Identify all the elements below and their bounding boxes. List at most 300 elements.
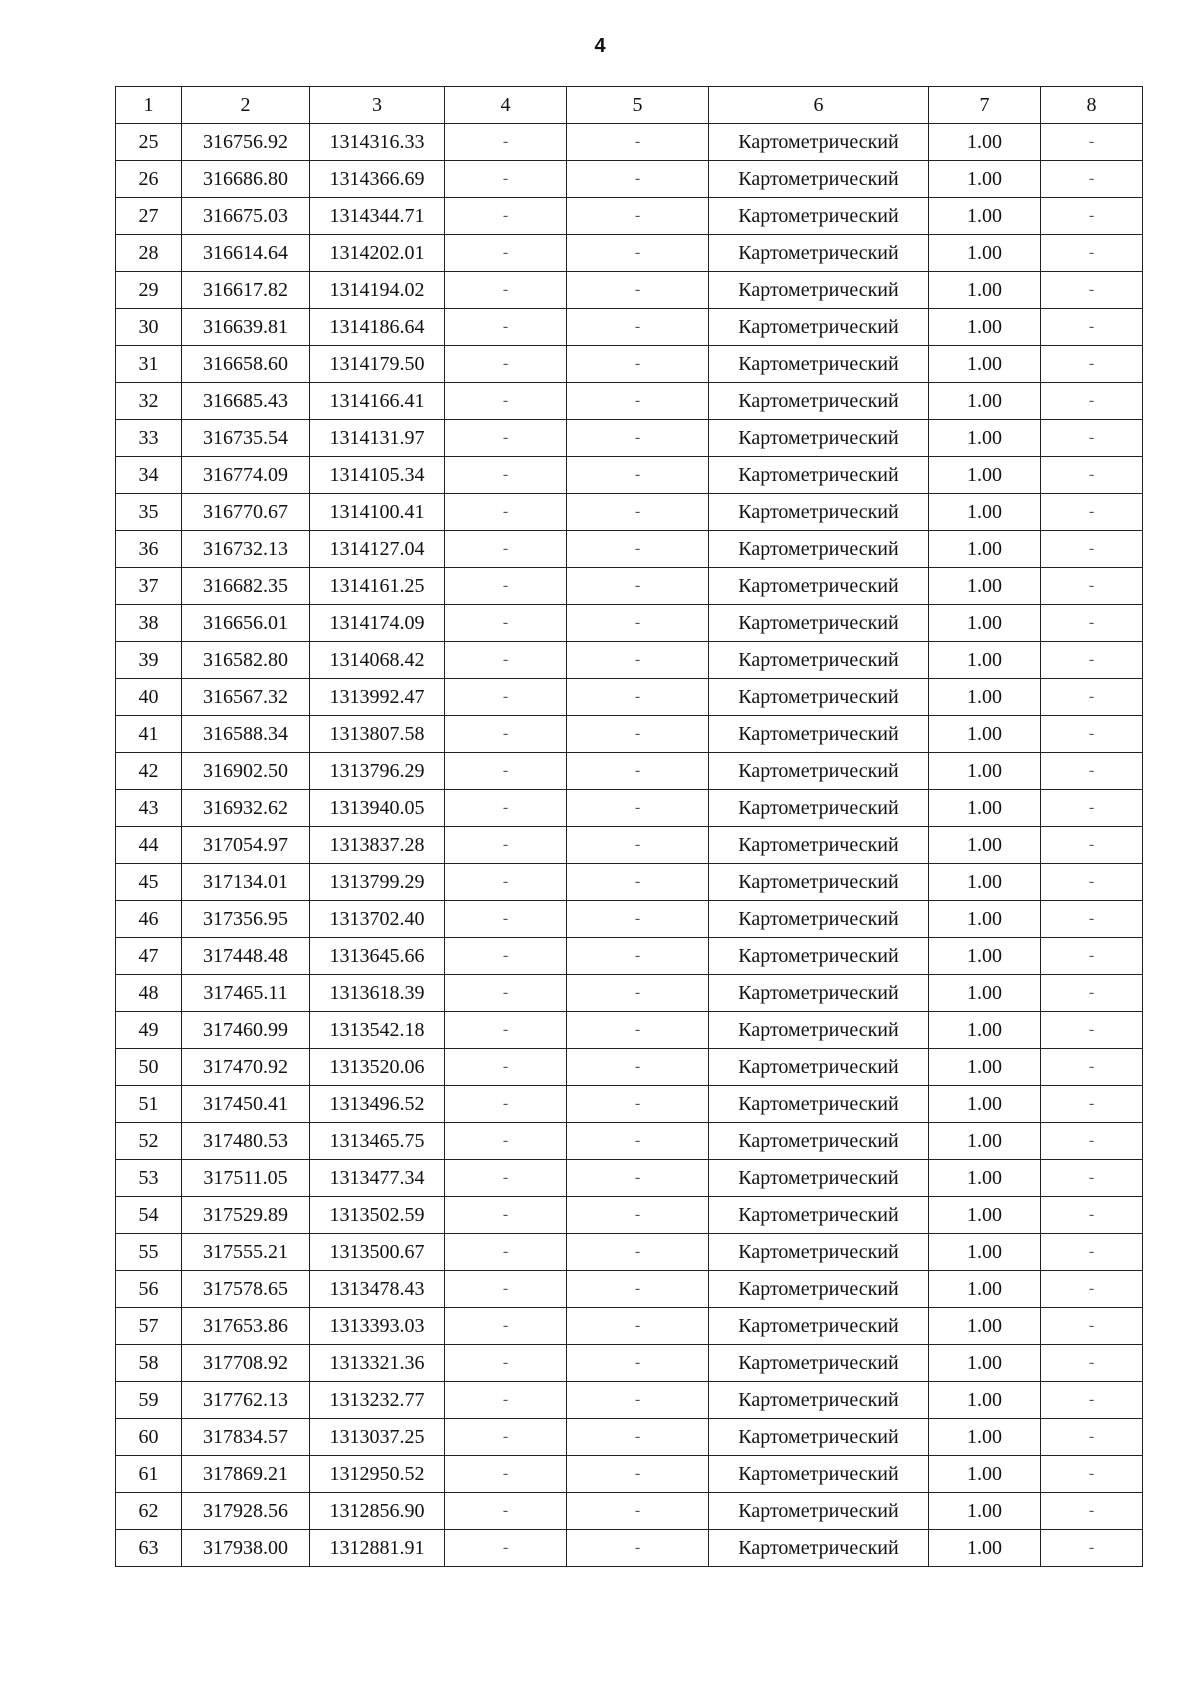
cell-col-4: - — [445, 901, 567, 938]
cell-x-coordinate: 316614.64 — [182, 235, 310, 272]
cell-y-coordinate: 1313502.59 — [310, 1197, 445, 1234]
cell-col-5: - — [567, 235, 709, 272]
column-header-4: 4 — [445, 87, 567, 124]
cell-col-4: - — [445, 1160, 567, 1197]
table-row — [116, 1382, 1143, 1419]
cell-y-coordinate: 1314179.50 — [310, 346, 445, 383]
cell-col-4: - — [445, 383, 567, 420]
cell-point-number: 42 — [116, 753, 182, 790]
cell-point-number: 48 — [116, 975, 182, 1012]
cell-accuracy: 1.00 — [929, 1271, 1041, 1308]
cell-y-coordinate: 1313500.67 — [310, 1234, 445, 1271]
cell-y-coordinate: 1314194.02 — [310, 272, 445, 309]
cell-x-coordinate: 316902.50 — [182, 753, 310, 790]
cell-col-8: - — [1041, 124, 1143, 161]
table-row — [116, 716, 1143, 753]
cell-method: Картометрический — [709, 975, 929, 1012]
cell-x-coordinate: 316658.60 — [182, 346, 310, 383]
cell-method: Картометрический — [709, 235, 929, 272]
cell-point-number: 54 — [116, 1197, 182, 1234]
cell-col-8: - — [1041, 568, 1143, 605]
cell-col-4: - — [445, 198, 567, 235]
cell-accuracy: 1.00 — [929, 1530, 1041, 1567]
cell-col-5: - — [567, 161, 709, 198]
page-number: 4 — [594, 35, 606, 57]
table-row — [116, 531, 1143, 568]
cell-accuracy: 1.00 — [929, 383, 1041, 420]
cell-method: Картометрический — [709, 420, 929, 457]
cell-point-number: 27 — [116, 198, 182, 235]
cell-y-coordinate: 1314174.09 — [310, 605, 445, 642]
cell-y-coordinate: 1312950.52 — [310, 1456, 445, 1493]
cell-col-8: - — [1041, 1456, 1143, 1493]
cell-accuracy: 1.00 — [929, 1197, 1041, 1234]
column-header-6: 6 — [709, 87, 929, 124]
cell-x-coordinate: 317448.48 — [182, 938, 310, 975]
cell-col-5: - — [567, 1382, 709, 1419]
cell-col-5: - — [567, 1086, 709, 1123]
cell-accuracy: 1.00 — [929, 716, 1041, 753]
cell-col-8: - — [1041, 531, 1143, 568]
cell-col-5: - — [567, 1530, 709, 1567]
cell-col-5: - — [567, 1234, 709, 1271]
coordinates-table — [115, 86, 1143, 1567]
table-row — [116, 420, 1143, 457]
cell-col-5: - — [567, 1049, 709, 1086]
cell-point-number: 31 — [116, 346, 182, 383]
cell-col-4: - — [445, 938, 567, 975]
cell-col-4: - — [445, 1086, 567, 1123]
cell-col-4: - — [445, 864, 567, 901]
cell-x-coordinate: 316770.67 — [182, 494, 310, 531]
cell-x-coordinate: 317762.13 — [182, 1382, 310, 1419]
cell-col-5: - — [567, 383, 709, 420]
cell-x-coordinate: 316686.80 — [182, 161, 310, 198]
cell-point-number: 30 — [116, 309, 182, 346]
cell-col-8: - — [1041, 309, 1143, 346]
cell-col-4: - — [445, 1049, 567, 1086]
cell-col-4: - — [445, 1271, 567, 1308]
cell-method: Картометрический — [709, 1419, 929, 1456]
cell-point-number: 58 — [116, 1345, 182, 1382]
cell-method: Картометрический — [709, 161, 929, 198]
cell-accuracy: 1.00 — [929, 1419, 1041, 1456]
cell-col-5: - — [567, 716, 709, 753]
cell-col-4: - — [445, 161, 567, 198]
cell-x-coordinate: 317460.99 — [182, 1012, 310, 1049]
cell-col-8: - — [1041, 346, 1143, 383]
cell-method: Картометрический — [709, 198, 929, 235]
cell-y-coordinate: 1313542.18 — [310, 1012, 445, 1049]
cell-col-8: - — [1041, 1382, 1143, 1419]
cell-col-8: - — [1041, 716, 1143, 753]
table-row — [116, 1160, 1143, 1197]
cell-col-4: - — [445, 494, 567, 531]
table-row — [116, 1197, 1143, 1234]
cell-x-coordinate: 316732.13 — [182, 531, 310, 568]
cell-col-8: - — [1041, 827, 1143, 864]
table-row — [116, 1493, 1143, 1530]
cell-accuracy: 1.00 — [929, 531, 1041, 568]
cell-method: Картометрический — [709, 1382, 929, 1419]
cell-point-number: 40 — [116, 679, 182, 716]
cell-col-5: - — [567, 679, 709, 716]
cell-method: Картометрический — [709, 1345, 929, 1382]
cell-col-8: - — [1041, 1160, 1143, 1197]
cell-x-coordinate: 317134.01 — [182, 864, 310, 901]
cell-col-8: - — [1041, 1419, 1143, 1456]
cell-accuracy: 1.00 — [929, 938, 1041, 975]
cell-col-5: - — [567, 901, 709, 938]
cell-y-coordinate: 1313496.52 — [310, 1086, 445, 1123]
cell-col-5: - — [567, 1123, 709, 1160]
cell-y-coordinate: 1313796.29 — [310, 753, 445, 790]
cell-col-8: - — [1041, 1012, 1143, 1049]
cell-x-coordinate: 317869.21 — [182, 1456, 310, 1493]
cell-method: Картометрический — [709, 568, 929, 605]
cell-col-8: - — [1041, 1493, 1143, 1530]
cell-col-4: - — [445, 1382, 567, 1419]
cell-col-4: - — [445, 1419, 567, 1456]
table-row — [116, 346, 1143, 383]
cell-col-8: - — [1041, 161, 1143, 198]
table-row — [116, 605, 1143, 642]
cell-col-4: - — [445, 975, 567, 1012]
cell-accuracy: 1.00 — [929, 1049, 1041, 1086]
cell-accuracy: 1.00 — [929, 1345, 1041, 1382]
cell-x-coordinate: 316656.01 — [182, 605, 310, 642]
cell-accuracy: 1.00 — [929, 161, 1041, 198]
cell-point-number: 49 — [116, 1012, 182, 1049]
cell-accuracy: 1.00 — [929, 1234, 1041, 1271]
cell-point-number: 63 — [116, 1530, 182, 1567]
cell-x-coordinate: 317529.89 — [182, 1197, 310, 1234]
cell-accuracy: 1.00 — [929, 198, 1041, 235]
cell-accuracy: 1.00 — [929, 1493, 1041, 1530]
cell-col-4: - — [445, 124, 567, 161]
table-row — [116, 1456, 1143, 1493]
column-header-8: 8 — [1041, 87, 1143, 124]
cell-method: Картометрический — [709, 1493, 929, 1530]
cell-col-5: - — [567, 642, 709, 679]
cell-y-coordinate: 1314186.64 — [310, 309, 445, 346]
cell-point-number: 56 — [116, 1271, 182, 1308]
cell-method: Картометрический — [709, 642, 929, 679]
cell-col-5: - — [567, 457, 709, 494]
cell-col-5: - — [567, 1345, 709, 1382]
cell-col-5: - — [567, 605, 709, 642]
cell-y-coordinate: 1312856.90 — [310, 1493, 445, 1530]
cell-method: Картометрический — [709, 1086, 929, 1123]
cell-col-4: - — [445, 1012, 567, 1049]
cell-y-coordinate: 1313393.03 — [310, 1308, 445, 1345]
cell-accuracy: 1.00 — [929, 901, 1041, 938]
cell-y-coordinate: 1313037.25 — [310, 1419, 445, 1456]
cell-x-coordinate: 316582.80 — [182, 642, 310, 679]
cell-y-coordinate: 1313992.47 — [310, 679, 445, 716]
cell-accuracy: 1.00 — [929, 494, 1041, 531]
cell-method: Картометрический — [709, 1271, 929, 1308]
cell-point-number: 39 — [116, 642, 182, 679]
cell-method: Картометрический — [709, 901, 929, 938]
cell-y-coordinate: 1314316.33 — [310, 124, 445, 161]
cell-x-coordinate: 316639.81 — [182, 309, 310, 346]
cell-col-5: - — [567, 938, 709, 975]
cell-method: Картометрический — [709, 272, 929, 309]
table-row — [116, 642, 1143, 679]
cell-accuracy: 1.00 — [929, 124, 1041, 161]
cell-col-5: - — [567, 420, 709, 457]
cell-y-coordinate: 1314166.41 — [310, 383, 445, 420]
cell-col-8: - — [1041, 938, 1143, 975]
cell-col-4: - — [445, 827, 567, 864]
cell-x-coordinate: 316756.92 — [182, 124, 310, 161]
cell-col-8: - — [1041, 1086, 1143, 1123]
table-row — [116, 1234, 1143, 1271]
cell-y-coordinate: 1313478.43 — [310, 1271, 445, 1308]
cell-point-number: 35 — [116, 494, 182, 531]
cell-accuracy: 1.00 — [929, 679, 1041, 716]
table-row — [116, 124, 1143, 161]
table-row — [116, 790, 1143, 827]
cell-x-coordinate: 317928.56 — [182, 1493, 310, 1530]
cell-point-number: 34 — [116, 457, 182, 494]
cell-col-4: - — [445, 309, 567, 346]
cell-method: Картометрический — [709, 827, 929, 864]
cell-col-4: - — [445, 605, 567, 642]
cell-col-4: - — [445, 679, 567, 716]
cell-y-coordinate: 1314202.01 — [310, 235, 445, 272]
cell-x-coordinate: 316617.82 — [182, 272, 310, 309]
cell-col-4: - — [445, 346, 567, 383]
table-row — [116, 272, 1143, 309]
cell-point-number: 26 — [116, 161, 182, 198]
cell-col-4: - — [445, 1345, 567, 1382]
table-row — [116, 494, 1143, 531]
cell-x-coordinate: 317834.57 — [182, 1419, 310, 1456]
cell-method: Картометрический — [709, 605, 929, 642]
cell-point-number: 41 — [116, 716, 182, 753]
cell-y-coordinate: 1313799.29 — [310, 864, 445, 901]
cell-point-number: 45 — [116, 864, 182, 901]
cell-col-5: - — [567, 531, 709, 568]
cell-accuracy: 1.00 — [929, 309, 1041, 346]
cell-point-number: 37 — [116, 568, 182, 605]
cell-x-coordinate: 316588.34 — [182, 716, 310, 753]
cell-col-8: - — [1041, 494, 1143, 531]
cell-col-5: - — [567, 1197, 709, 1234]
cell-y-coordinate: 1314100.41 — [310, 494, 445, 531]
column-header-2: 2 — [182, 87, 310, 124]
cell-y-coordinate: 1312881.91 — [310, 1530, 445, 1567]
cell-x-coordinate: 317511.05 — [182, 1160, 310, 1197]
table-row — [116, 938, 1143, 975]
cell-point-number: 32 — [116, 383, 182, 420]
cell-x-coordinate: 317555.21 — [182, 1234, 310, 1271]
cell-col-8: - — [1041, 790, 1143, 827]
cell-col-4: - — [445, 790, 567, 827]
cell-x-coordinate: 317653.86 — [182, 1308, 310, 1345]
column-header-3: 3 — [310, 87, 445, 124]
cell-point-number: 29 — [116, 272, 182, 309]
cell-col-5: - — [567, 790, 709, 827]
table-row — [116, 1086, 1143, 1123]
cell-col-5: - — [567, 827, 709, 864]
cell-accuracy: 1.00 — [929, 235, 1041, 272]
cell-col-4: - — [445, 753, 567, 790]
table-row — [116, 1419, 1143, 1456]
cell-col-5: - — [567, 1308, 709, 1345]
cell-method: Картометрический — [709, 1160, 929, 1197]
cell-method: Картометрический — [709, 383, 929, 420]
cell-col-8: - — [1041, 1234, 1143, 1271]
cell-col-8: - — [1041, 235, 1143, 272]
cell-col-5: - — [567, 975, 709, 1012]
cell-col-8: - — [1041, 1271, 1143, 1308]
cell-col-4: - — [445, 1197, 567, 1234]
cell-col-4: - — [445, 272, 567, 309]
cell-accuracy: 1.00 — [929, 346, 1041, 383]
cell-point-number: 60 — [116, 1419, 182, 1456]
cell-col-4: - — [445, 531, 567, 568]
cell-y-coordinate: 1314366.69 — [310, 161, 445, 198]
cell-col-8: - — [1041, 420, 1143, 457]
cell-x-coordinate: 316675.03 — [182, 198, 310, 235]
cell-col-5: - — [567, 1493, 709, 1530]
cell-col-4: - — [445, 235, 567, 272]
cell-accuracy: 1.00 — [929, 753, 1041, 790]
cell-col-8: - — [1041, 901, 1143, 938]
cell-col-8: - — [1041, 679, 1143, 716]
cell-col-4: - — [445, 1493, 567, 1530]
cell-method: Картометрический — [709, 309, 929, 346]
cell-y-coordinate: 1314161.25 — [310, 568, 445, 605]
cell-accuracy: 1.00 — [929, 827, 1041, 864]
cell-col-8: - — [1041, 1049, 1143, 1086]
cell-col-4: - — [445, 457, 567, 494]
cell-col-8: - — [1041, 753, 1143, 790]
cell-col-4: - — [445, 1530, 567, 1567]
cell-point-number: 55 — [116, 1234, 182, 1271]
cell-x-coordinate: 317938.00 — [182, 1530, 310, 1567]
cell-col-4: - — [445, 1308, 567, 1345]
cell-col-5: - — [567, 124, 709, 161]
cell-x-coordinate: 316774.09 — [182, 457, 310, 494]
cell-x-coordinate: 316932.62 — [182, 790, 310, 827]
cell-method: Картометрический — [709, 1308, 929, 1345]
column-header-7: 7 — [929, 87, 1041, 124]
cell-y-coordinate: 1313520.06 — [310, 1049, 445, 1086]
cell-col-5: - — [567, 346, 709, 383]
cell-method: Картометрический — [709, 679, 929, 716]
cell-method: Картометрический — [709, 531, 929, 568]
table-row — [116, 161, 1143, 198]
cell-method: Картометрический — [709, 1456, 929, 1493]
cell-point-number: 25 — [116, 124, 182, 161]
table-body — [116, 124, 1143, 1567]
cell-col-5: - — [567, 198, 709, 235]
cell-accuracy: 1.00 — [929, 1456, 1041, 1493]
cell-point-number: 52 — [116, 1123, 182, 1160]
cell-col-5: - — [567, 864, 709, 901]
table-row — [116, 753, 1143, 790]
cell-y-coordinate: 1313465.75 — [310, 1123, 445, 1160]
cell-method: Картометрический — [709, 1234, 929, 1271]
cell-col-4: - — [445, 568, 567, 605]
cell-y-coordinate: 1314344.71 — [310, 198, 445, 235]
cell-x-coordinate: 317578.65 — [182, 1271, 310, 1308]
cell-point-number: 44 — [116, 827, 182, 864]
cell-accuracy: 1.00 — [929, 642, 1041, 679]
cell-col-4: - — [445, 420, 567, 457]
cell-point-number: 57 — [116, 1308, 182, 1345]
cell-y-coordinate: 1313807.58 — [310, 716, 445, 753]
cell-y-coordinate: 1313940.05 — [310, 790, 445, 827]
table-row — [116, 457, 1143, 494]
cell-method: Картометрический — [709, 346, 929, 383]
table-row — [116, 235, 1143, 272]
cell-method: Картометрический — [709, 753, 929, 790]
cell-point-number: 51 — [116, 1086, 182, 1123]
cell-col-8: - — [1041, 1197, 1143, 1234]
cell-method: Картометрический — [709, 938, 929, 975]
cell-x-coordinate: 316685.43 — [182, 383, 310, 420]
cell-accuracy: 1.00 — [929, 1382, 1041, 1419]
cell-x-coordinate: 316567.32 — [182, 679, 310, 716]
cell-point-number: 38 — [116, 605, 182, 642]
cell-method: Картометрический — [709, 864, 929, 901]
table-header — [116, 87, 1143, 124]
cell-method: Картометрический — [709, 124, 929, 161]
cell-col-8: - — [1041, 198, 1143, 235]
cell-y-coordinate: 1314105.34 — [310, 457, 445, 494]
cell-col-5: - — [567, 309, 709, 346]
cell-point-number: 53 — [116, 1160, 182, 1197]
cell-point-number: 36 — [116, 531, 182, 568]
cell-x-coordinate: 316682.35 — [182, 568, 310, 605]
cell-col-8: - — [1041, 864, 1143, 901]
cell-y-coordinate: 1313645.66 — [310, 938, 445, 975]
cell-method: Картометрический — [709, 1197, 929, 1234]
cell-method: Картометрический — [709, 790, 929, 827]
cell-col-8: - — [1041, 1123, 1143, 1160]
table-row — [116, 383, 1143, 420]
cell-col-8: - — [1041, 1345, 1143, 1382]
cell-y-coordinate: 1313232.77 — [310, 1382, 445, 1419]
cell-point-number: 46 — [116, 901, 182, 938]
table-row — [116, 901, 1143, 938]
cell-x-coordinate: 317470.92 — [182, 1049, 310, 1086]
cell-point-number: 33 — [116, 420, 182, 457]
cell-col-5: - — [567, 568, 709, 605]
cell-col-5: - — [567, 494, 709, 531]
cell-x-coordinate: 316735.54 — [182, 420, 310, 457]
cell-method: Картометрический — [709, 457, 929, 494]
header-row — [116, 87, 1143, 124]
column-header-1: 1 — [116, 87, 182, 124]
cell-method: Картометрический — [709, 1530, 929, 1567]
cell-accuracy: 1.00 — [929, 1086, 1041, 1123]
cell-point-number: 28 — [116, 235, 182, 272]
cell-accuracy: 1.00 — [929, 864, 1041, 901]
cell-accuracy: 1.00 — [929, 605, 1041, 642]
cell-x-coordinate: 317708.92 — [182, 1345, 310, 1382]
cell-col-8: - — [1041, 383, 1143, 420]
cell-x-coordinate: 317054.97 — [182, 827, 310, 864]
cell-point-number: 61 — [116, 1456, 182, 1493]
cell-accuracy: 1.00 — [929, 272, 1041, 309]
cell-point-number: 62 — [116, 1493, 182, 1530]
